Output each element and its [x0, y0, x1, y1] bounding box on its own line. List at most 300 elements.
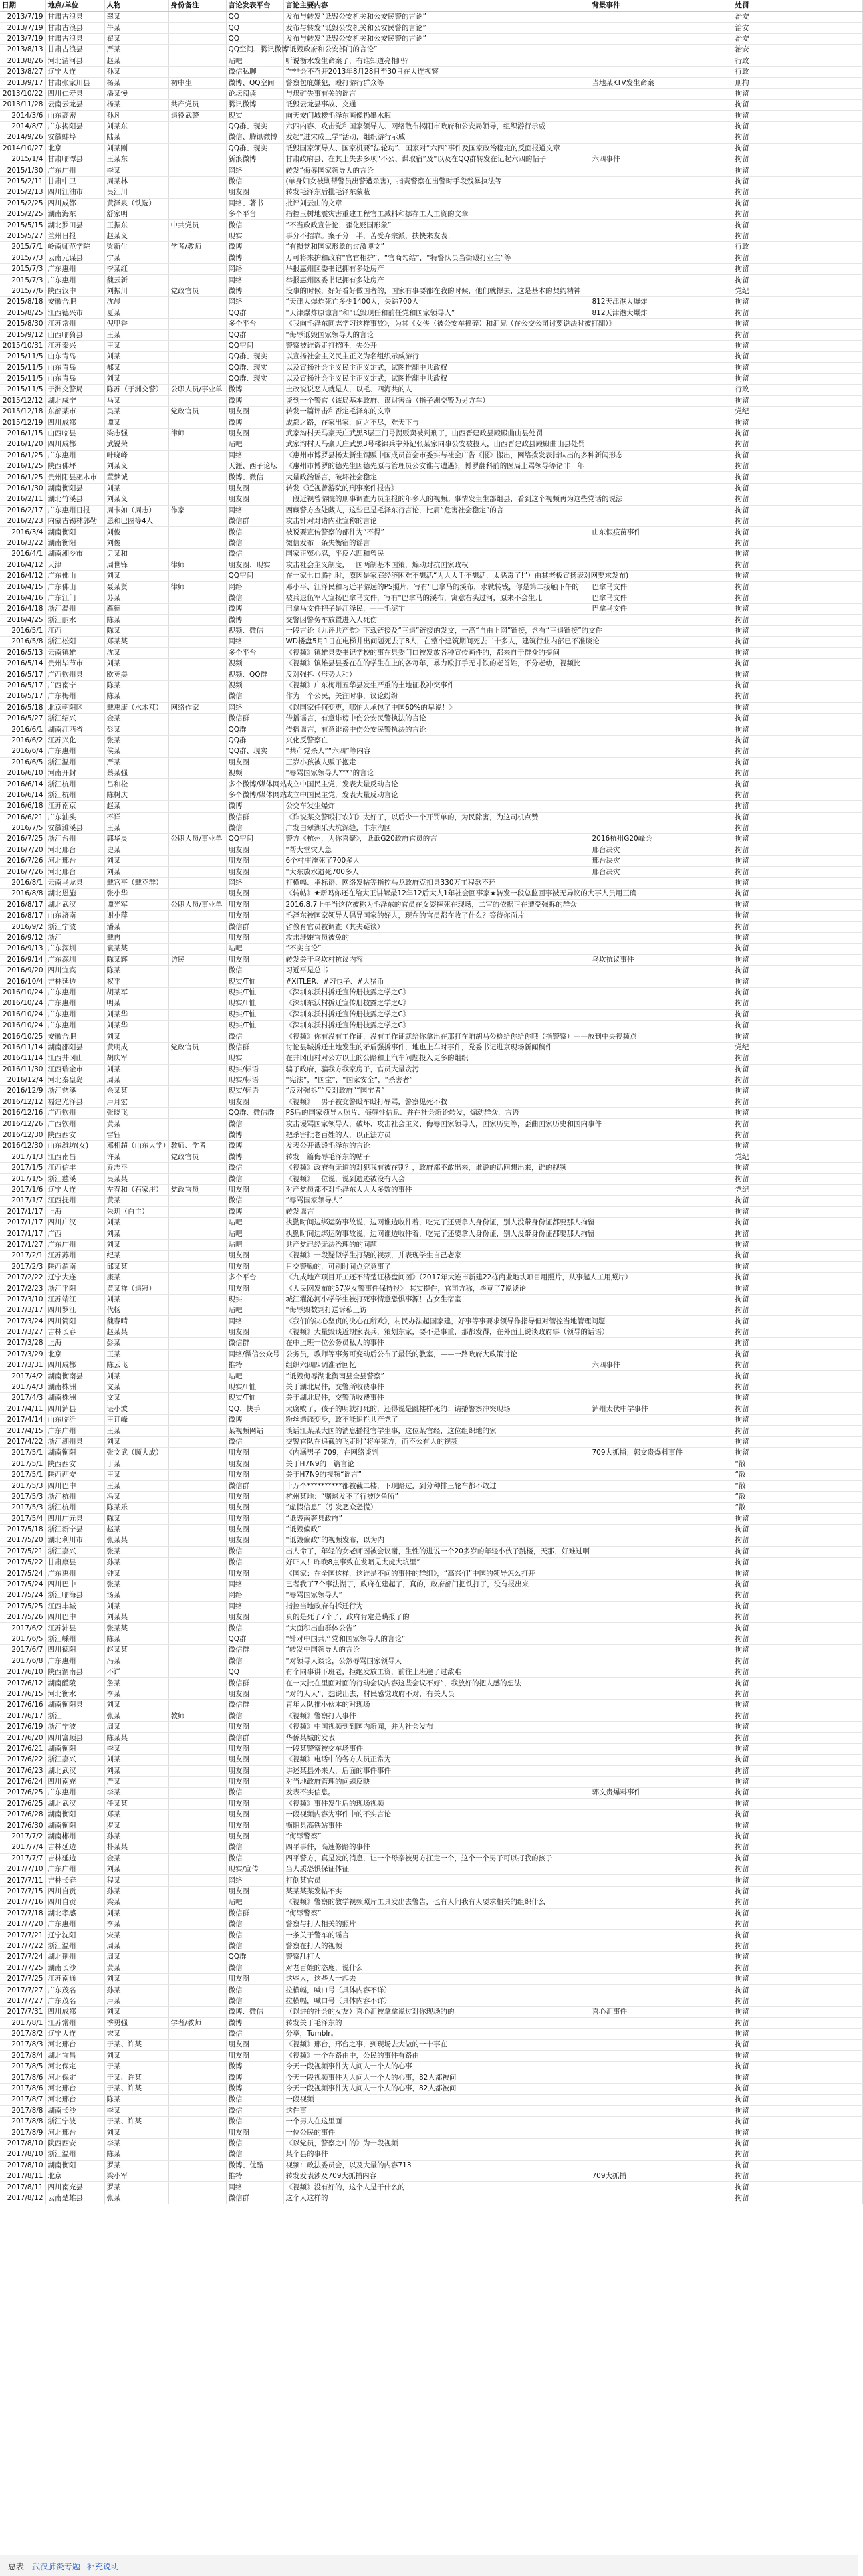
table-cell[interactable]: 2015/2/13 — [0, 187, 45, 198]
table-cell[interactable]: 朋友圈 — [226, 1743, 283, 1754]
table-cell[interactable]: 卢月宏 — [104, 1097, 168, 1107]
table-cell[interactable] — [590, 1415, 733, 1426]
table-cell[interactable]: 广东广州 — [45, 165, 104, 176]
table-cell[interactable]: 土改说说恶人就是人，以毛、四海共的人 — [283, 385, 590, 395]
table-cell[interactable]: 2017/5/21 — [0, 1546, 45, 1557]
table-cell[interactable]: 陈某乐 — [104, 1503, 168, 1513]
table-cell[interactable]: 《深圳东沃村拆迁宣传册披露之学之C》 — [283, 1009, 590, 1020]
table-cell[interactable]: 倪甲香 — [104, 318, 168, 329]
table-cell[interactable] — [168, 1689, 226, 1699]
table-cell[interactable]: 朋友圈 — [226, 407, 283, 417]
table-cell[interactable]: 朋友圈 — [226, 2050, 283, 2061]
table-cell[interactable]: 拘留 — [733, 625, 862, 636]
table-cell[interactable] — [168, 1009, 226, 1020]
table-cell[interactable]: 广东广州 — [45, 1864, 104, 1875]
table-cell[interactable]: 拘留 — [733, 1141, 862, 1152]
table-cell[interactable]: 四川成都 — [45, 439, 104, 450]
table-cell[interactable]: 2016/5/18 — [0, 702, 45, 713]
table-cell[interactable]: 拘留 — [733, 428, 862, 439]
table-cell[interactable]: 2016/11/30 — [0, 1064, 45, 1075]
table-cell[interactable] — [168, 275, 226, 286]
table-cell[interactable]: 腾讯微博 — [226, 100, 283, 110]
table-cell[interactable]: 2017/4/3 — [0, 1382, 45, 1392]
table-cell[interactable]: QQ群、现实 — [226, 121, 283, 132]
table-cell[interactable]: 陈苏（于洲交警） — [104, 385, 168, 395]
table-cell[interactable]: 江苏常州 — [45, 318, 104, 329]
table-cell[interactable]: 广东深圳 — [45, 944, 104, 954]
table-cell[interactable]: 微信群 — [226, 922, 283, 932]
table-cell[interactable]: 江西信丰 — [45, 1163, 104, 1174]
table-cell[interactable]: 拘留 — [733, 1919, 862, 1929]
table-cell[interactable]: 网络 — [226, 297, 283, 308]
table-cell[interactable]: 拘留 — [733, 856, 862, 867]
table-cell[interactable] — [168, 1590, 226, 1601]
table-cell[interactable]: (单身妇女被剿帮警员出警遭杀害)，指责警察在出警时手段残暴执法等 — [283, 176, 590, 187]
table-cell[interactable] — [168, 23, 226, 33]
table-cell[interactable]: 2016/9/13 — [0, 944, 45, 954]
table-cell[interactable] — [168, 231, 226, 241]
table-cell[interactable] — [168, 1941, 226, 1951]
table-cell[interactable]: 刘某 — [104, 1064, 168, 1075]
table-cell[interactable]: 刘某华 — [104, 1009, 168, 1020]
table-cell[interactable]: 张某 — [104, 1579, 168, 1590]
table-cell[interactable]: 刘某义 — [104, 461, 168, 472]
table-cell[interactable]: 王某 — [104, 1469, 168, 1480]
table-cell[interactable]: 2017/5/26 — [0, 1612, 45, 1623]
table-cell[interactable]: 微信 — [226, 1436, 283, 1447]
table-cell[interactable]: 张某 — [104, 2193, 168, 2204]
table-cell[interactable]: 吴江川 — [104, 187, 168, 198]
table-cell[interactable]: 贴吧 — [226, 944, 283, 954]
table-cell[interactable]: 湖北孝感 — [45, 1908, 104, 1919]
table-cell[interactable]: 2016/6/18 — [0, 801, 45, 812]
table-cell[interactable]: 拘留 — [733, 932, 862, 943]
table-cell[interactable]: 代杨 — [104, 1305, 168, 1316]
table-cell[interactable]: 湖南衡阳县 — [45, 1700, 104, 1711]
table-cell[interactable] — [168, 1349, 226, 1360]
table-cell[interactable]: 拘留 — [733, 1338, 862, 1349]
table-cell[interactable]: 出人命了，年轻的女老师因被会议谢，生性的进说一个20多岁的年轻小伙子跳楼，天那，好难过啊 — [283, 1546, 590, 1557]
table-cell[interactable]: 浙江温州 — [45, 757, 104, 768]
table-cell[interactable] — [590, 987, 733, 998]
table-cell[interactable] — [590, 746, 733, 757]
table-cell[interactable]: 詹某 — [104, 1678, 168, 1689]
table-cell[interactable] — [168, 659, 226, 669]
table-cell[interactable] — [168, 472, 226, 483]
table-cell[interactable] — [168, 570, 226, 581]
table-cell[interactable]: 警察乱打人 — [283, 1952, 590, 1963]
table-cell[interactable]: 2015/5/15 — [0, 220, 45, 231]
table-cell[interactable]: 江西瑞金市 — [45, 1064, 104, 1075]
table-cell[interactable]: 2015/1/4 — [0, 154, 45, 165]
table-cell[interactable]: 安徽濉溪县 — [45, 823, 104, 833]
table-cell[interactable]: 朋友圈 — [226, 856, 283, 867]
table-cell[interactable]: 2015/11/5 — [0, 373, 45, 384]
table-cell[interactable]: 微博、优酷 — [226, 2160, 283, 2171]
table-cell[interactable]: 关于H7N9的一篇言论 — [283, 1459, 590, 1469]
table-cell[interactable] — [590, 1721, 733, 1732]
table-cell[interactable] — [590, 1053, 733, 1064]
table-cell[interactable] — [590, 1645, 733, 1656]
table-cell[interactable] — [168, 965, 226, 976]
table-cell[interactable]: （以进的社会的女友）喜心汇被拿拿说过对你现场的的 — [283, 2007, 590, 2018]
table-cell[interactable] — [168, 549, 226, 560]
table-cell[interactable]: 党纪 — [733, 1152, 862, 1162]
table-cell[interactable]: 共产党已经无法治理的的问题 — [283, 1239, 590, 1250]
table-cell[interactable]: 张某某 — [104, 1535, 168, 1546]
table-cell[interactable]: 西藏警方查处藏人，这些已是毛泽东行言论，比肩“危害社会稳定”的言 — [283, 505, 590, 516]
table-cell[interactable]: 一段视频 — [283, 2095, 590, 2105]
table-cell[interactable]: 2015/11/5 — [0, 352, 45, 362]
table-cell[interactable]: 浙江宁波 — [45, 1721, 104, 1732]
table-cell[interactable]: 拘留 — [733, 2149, 862, 2160]
table-cell[interactable]: 2017/7/4 — [0, 1842, 45, 1853]
table-cell[interactable] — [590, 23, 733, 33]
table-cell[interactable]: 湖南邵阳县 — [45, 1042, 104, 1053]
table-cell[interactable]: 拘留 — [733, 100, 862, 110]
table-cell[interactable] — [168, 1251, 226, 1261]
table-cell[interactable]: 2017/4/14 — [0, 1415, 45, 1426]
table-cell[interactable]: 朋友圈 — [226, 1820, 283, 1831]
table-cell[interactable] — [168, 1217, 226, 1228]
table-cell[interactable]: 浙江松阳 — [45, 637, 104, 647]
table-cell[interactable]: 安徽合肥 — [45, 1031, 104, 1042]
table-cell[interactable] — [590, 1579, 733, 1590]
table-cell[interactable]: 拘留 — [733, 165, 862, 176]
table-cell[interactable]: 北京朝阳区 — [45, 702, 104, 713]
table-cell[interactable] — [590, 483, 733, 494]
table-cell[interactable]: 广东茂名 — [45, 1996, 104, 2006]
table-cell[interactable]: 2016/7/25 — [0, 834, 45, 845]
table-cell[interactable]: 讨论县城拆迁土地发生的矛盾强拆事件，地也上车时事件，党委书记进京现场新闻稿件 — [283, 1042, 590, 1053]
table-cell[interactable]: 2015/11/5 — [0, 385, 45, 395]
table-cell[interactable]: 卢某 — [104, 1996, 168, 2006]
table-cell[interactable]: 网络 — [226, 505, 283, 516]
table-cell[interactable]: 河北秦皇岛 — [45, 1075, 104, 1085]
table-cell[interactable] — [168, 1798, 226, 1809]
table-cell[interactable] — [168, 1481, 226, 1491]
table-cell[interactable] — [168, 33, 226, 44]
table-cell[interactable]: 彭某 — [104, 724, 168, 735]
table-cell[interactable]: 《我们的决心坚贞的决心在所欢》，村民办法起国家建，好事等事要求领导作指导但对管控当地管理问题 — [283, 1316, 590, 1327]
table-cell[interactable]: 2016/6/4 — [0, 746, 45, 757]
table-cell[interactable]: 吉林长春 — [45, 1327, 104, 1337]
table-cell[interactable]: 2017/5/18 — [0, 1524, 45, 1535]
table-cell[interactable]: 湖北荆州 — [45, 1952, 104, 1963]
table-cell[interactable]: 2017/7/24 — [0, 1952, 45, 1963]
table-cell[interactable]: 广东惠州 — [45, 1009, 104, 1020]
table-cell[interactable] — [590, 1743, 733, 1754]
table-cell[interactable]: 警察在打人的视频 — [283, 1941, 590, 1951]
table-cell[interactable] — [168, 1535, 226, 1546]
table-cell[interactable] — [590, 1163, 733, 1174]
table-cell[interactable]: 微信 — [226, 1930, 283, 1941]
table-cell[interactable]: 朋友圈 — [226, 1755, 283, 1765]
table-cell[interactable]: 刘振川 — [104, 286, 168, 296]
table-cell[interactable]: 2016/4/12 — [0, 560, 45, 570]
table-cell[interactable]: 拘留 — [733, 1360, 862, 1371]
table-cell[interactable] — [168, 987, 226, 998]
table-cell[interactable] — [168, 1283, 226, 1294]
table-cell[interactable] — [168, 1513, 226, 1524]
table-cell[interactable]: 山东青岛 — [45, 373, 104, 384]
table-cell[interactable]: 一段近视曾游院的刑事调查力员主报的年多人的视频。事情发生生部组县，看到这个视频再为这些党话的说法 — [283, 494, 590, 505]
table-cell[interactable]: 安徽合肥 — [45, 297, 104, 308]
table-cell[interactable]: 广东茂名 — [45, 1985, 104, 1996]
table-cell[interactable]: 2015/9/12 — [0, 330, 45, 340]
table-cell[interactable]: 贴吧 — [226, 1897, 283, 1908]
table-cell[interactable]: 微信 — [226, 1711, 283, 1721]
table-cell[interactable]: 2017/5/3 — [0, 1481, 45, 1491]
table-cell[interactable]: 朋友圈 — [226, 954, 283, 965]
table-cell[interactable]: 2017/7/7 — [0, 1853, 45, 1864]
table-cell[interactable] — [168, 1338, 226, 1349]
table-cell[interactable]: 关于H7N9的视频“谣言” — [283, 1469, 590, 1480]
table-cell[interactable] — [168, 1963, 226, 1973]
table-cell[interactable]: 2016/10/24 — [0, 1009, 45, 1020]
table-cell[interactable]: 2016/1/20 — [0, 439, 45, 450]
table-cell[interactable]: 2017/5/3 — [0, 1503, 45, 1513]
table-cell[interactable]: 以及宣扬社会主义民主正义定式，试图推翻中共政权 — [283, 373, 590, 384]
table-cell[interactable]: 2017/7/18 — [0, 1908, 45, 1919]
table-cell[interactable]: 北京 — [45, 1349, 104, 1360]
table-cell[interactable] — [590, 121, 733, 132]
table-cell[interactable]: 吉林延边 — [45, 1842, 104, 1853]
table-cell[interactable]: 朋友圈、现实 — [226, 560, 283, 570]
table-cell[interactable] — [168, 1020, 226, 1031]
table-cell[interactable]: 微信 — [226, 2095, 283, 2105]
table-cell[interactable]: 泸州太伏中学事件 — [590, 1404, 733, 1414]
table-cell[interactable]: 转发“侮辱国家领导人的言论 — [283, 165, 590, 176]
table-cell[interactable]: 拘留 — [733, 176, 862, 187]
table-cell[interactable]: 张某 — [104, 1546, 168, 1557]
table-cell[interactable]: 拘留 — [733, 1009, 862, 1020]
table-cell[interactable]: 刘某 — [104, 483, 168, 494]
table-cell[interactable] — [168, 757, 226, 768]
table-cell[interactable]: 潘某 — [104, 922, 168, 932]
table-cell[interactable]: 王振东 — [104, 220, 168, 231]
table-cell[interactable]: 2017/3/10 — [0, 1294, 45, 1305]
table-cell[interactable]: 视频：政法委员会，以及大量的内容713 — [283, 2160, 590, 2171]
table-cell[interactable]: 邱某某 — [104, 1261, 168, 1272]
table-cell[interactable] — [590, 1810, 733, 1820]
table-cell[interactable]: 湖南醴陵 — [45, 1678, 104, 1689]
table-cell[interactable] — [168, 1579, 226, 1590]
table-cell[interactable]: 《我向毛泽东同志学习这样事故》，为其《女侠（被公安车撞碎）和汇兄（在公交公司讨要说法时被打翻）》 — [283, 318, 590, 329]
table-cell[interactable]: 湖南衡阳 — [45, 1743, 104, 1754]
table-cell[interactable]: 《视频》一位说，说到遗迹被没有人会 — [283, 1174, 590, 1184]
table-cell[interactable]: 2017/5/22 — [0, 1558, 45, 1568]
table-cell[interactable]: 陕西西安 — [45, 2138, 104, 2149]
table-cell[interactable]: 于某 — [104, 2062, 168, 2072]
table-cell[interactable]: 刘某 — [104, 570, 168, 581]
table-cell[interactable] — [590, 1985, 733, 1996]
table-cell[interactable]: “散 — [733, 1491, 862, 1502]
table-cell[interactable]: 拘留 — [733, 1524, 862, 1535]
table-cell[interactable] — [590, 1217, 733, 1228]
table-cell[interactable] — [590, 1667, 733, 1677]
table-cell[interactable]: 退役武警 — [168, 110, 226, 121]
table-cell[interactable]: 拘留 — [733, 253, 862, 263]
table-cell[interactable]: 发起“进宋成上学”活动，组织游行示威 — [283, 132, 590, 143]
table-cell[interactable]: 湖南株洲 — [45, 1393, 104, 1404]
table-cell[interactable]: 朋友圈 — [226, 1469, 283, 1480]
table-cell[interactable]: 诋毁云龙县事故、交通 — [283, 100, 590, 110]
table-cell[interactable]: 拘留 — [733, 845, 862, 855]
table-cell[interactable]: 拘留 — [733, 1075, 862, 1085]
table-cell[interactable]: 微信 — [226, 593, 283, 603]
table-cell[interactable] — [590, 1228, 733, 1239]
table-cell[interactable]: 拘留 — [733, 1251, 862, 1261]
table-cell[interactable] — [168, 2105, 226, 2116]
table-cell[interactable]: 2017/8/6 — [0, 2072, 45, 2083]
table-cell[interactable]: 行政 — [733, 66, 862, 77]
table-cell[interactable]: 陈某辉 — [104, 954, 168, 965]
table-cell[interactable]: 2017/5/1 — [0, 1459, 45, 1469]
table-cell[interactable] — [168, 1558, 226, 1568]
tab-supplementary-notes[interactable]: 补充说明 — [87, 2562, 120, 2571]
table-cell[interactable]: 孙某 — [104, 1558, 168, 1568]
table-cell[interactable]: 拘留 — [733, 1886, 862, 1897]
table-cell[interactable]: 陈树庆 — [104, 790, 168, 800]
table-cell[interactable] — [590, 1349, 733, 1360]
table-cell[interactable] — [590, 505, 733, 516]
table-cell[interactable] — [590, 669, 733, 680]
table-cell[interactable]: 2016/4/12 — [0, 570, 45, 581]
table-cell[interactable]: 张某 — [104, 735, 168, 746]
table-cell[interactable]: 朋友圈 — [226, 1831, 283, 1842]
table-cell[interactable]: 朋友圈 — [226, 845, 283, 855]
table-cell[interactable]: “诋毁偏政” — [283, 1524, 590, 1535]
table-cell[interactable] — [168, 527, 226, 538]
table-cell[interactable] — [168, 1130, 226, 1140]
table-cell[interactable]: 一段言论《九评共产党》下载链接及“三退”链接的发文，一高“自由上网”链接，含有“三退链接”的文件 — [283, 625, 590, 636]
table-cell[interactable]: “诋毁政府和公安部门的言论” — [283, 45, 590, 56]
table-cell[interactable]: 四川自贡 — [45, 1897, 104, 1908]
table-cell[interactable]: 拘留 — [733, 1130, 862, 1140]
table-cell[interactable]: 刑拘 — [733, 78, 862, 88]
table-cell[interactable]: 事分不招靠。案子分一半，苦受弃宗派，扶快来友表！ — [283, 231, 590, 241]
table-cell[interactable] — [590, 2072, 733, 2083]
table-cell[interactable]: 《九成地产项目开工还不清楚证楼盘间图》（2017年大连市新建22栋商业地块项目用照片，从事起人工用照片） — [283, 1272, 590, 1283]
table-cell[interactable]: 拘留 — [733, 1590, 862, 1601]
table-cell[interactable]: 拘留 — [733, 1601, 862, 1612]
table-cell[interactable]: 微信 — [226, 1174, 283, 1184]
table-cell[interactable]: 微博 — [226, 615, 283, 625]
table-cell[interactable]: 贵州毕节市 — [45, 659, 104, 669]
table-cell[interactable]: 拘留 — [733, 1733, 862, 1743]
table-cell[interactable]: 朋友圈 — [226, 187, 283, 198]
table-cell[interactable]: 拘留 — [733, 1743, 862, 1754]
table-cell[interactable]: 拘留 — [733, 2117, 862, 2127]
table-cell[interactable] — [590, 1776, 733, 1787]
table-cell[interactable]: 朋友圈 — [226, 1721, 283, 1732]
table-cell[interactable]: 拘留 — [733, 209, 862, 220]
table-cell[interactable] — [590, 724, 733, 735]
table-cell[interactable]: 2017/8/10 — [0, 2138, 45, 2149]
table-cell[interactable]: 现实/T恤 — [226, 998, 283, 1009]
table-cell[interactable] — [168, 439, 226, 450]
table-cell[interactable]: 拘留 — [733, 198, 862, 209]
table-cell[interactable]: 牛某 — [104, 23, 168, 33]
table-cell[interactable]: 2017/7/10 — [0, 1864, 45, 1875]
table-cell[interactable]: 拘留 — [733, 275, 862, 286]
table-cell[interactable] — [168, 1601, 226, 1612]
table-cell[interactable]: 现实/标语 — [226, 1064, 283, 1075]
table-cell[interactable]: 拘留 — [733, 1558, 862, 1568]
table-cell[interactable]: 四川富顺县 — [45, 1733, 104, 1743]
table-cell[interactable] — [590, 659, 733, 669]
table-cell[interactable]: 董梦诚 — [104, 472, 168, 483]
table-cell[interactable]: 2016/4/25 — [0, 615, 45, 625]
table-cell[interactable]: 拘留 — [733, 735, 862, 746]
table-cell[interactable]: 行政 — [733, 56, 862, 66]
table-cell[interactable] — [590, 1973, 733, 1984]
table-cell[interactable]: 胡庆军 — [104, 1053, 168, 1064]
table-cell[interactable]: 攻击针对对诸内业宣称的言论 — [283, 516, 590, 526]
table-cell[interactable] — [168, 1853, 226, 1864]
table-cell[interactable]: 微信群 — [226, 1645, 283, 1656]
table-cell[interactable]: 拘留 — [733, 187, 862, 198]
table-cell[interactable]: 广东广州 — [45, 1239, 104, 1250]
table-cell[interactable]: 甘肃古浪县 — [45, 33, 104, 44]
table-cell[interactable]: 2017/5/24 — [0, 1579, 45, 1590]
table-cell[interactable]: 拘留 — [733, 1108, 862, 1119]
table-cell[interactable]: 2017/3/17 — [0, 1305, 45, 1316]
table-cell[interactable] — [590, 56, 733, 66]
table-cell[interactable]: 拘留 — [733, 2105, 862, 2116]
table-cell[interactable]: 2015/8/18 — [0, 297, 45, 308]
table-cell[interactable]: 浙江杭州 — [45, 779, 104, 790]
table-cell[interactable]: 2017/5/25 — [0, 1601, 45, 1612]
table-cell[interactable]: 拘留 — [733, 812, 862, 823]
table-cell[interactable] — [590, 1765, 733, 1776]
table-cell[interactable]: 拘留 — [733, 538, 862, 548]
table-cell[interactable] — [168, 450, 226, 461]
table-cell[interactable]: 拘留 — [733, 2171, 862, 2181]
table-cell[interactable]: 拘留 — [733, 1272, 862, 1283]
table-cell[interactable] — [590, 1963, 733, 1973]
table-cell[interactable]: 网络 — [226, 877, 283, 888]
table-cell[interactable]: 2017/5/1 — [0, 1448, 45, 1459]
table-cell[interactable]: 李某 — [104, 1919, 168, 1929]
table-cell[interactable] — [168, 1075, 226, 1085]
table-cell[interactable]: 严某 — [104, 757, 168, 768]
table-cell[interactable] — [590, 1108, 733, 1119]
table-cell[interactable]: 2017/6/30 — [0, 1820, 45, 1831]
table-cell[interactable] — [590, 680, 733, 691]
table-cell[interactable]: 喜心汇事件 — [590, 2007, 733, 2018]
table-cell[interactable]: 浙江平阳 — [45, 1283, 104, 1294]
table-cell[interactable] — [590, 275, 733, 286]
table-cell[interactable]: 拘留 — [733, 922, 862, 932]
table-cell[interactable]: 2015/7/3 — [0, 253, 45, 263]
table-cell[interactable]: 甘肃古浪县 — [45, 23, 104, 33]
table-cell[interactable]: 周卡如（周志） — [104, 505, 168, 516]
table-cell[interactable]: QQ群 — [226, 1952, 283, 1963]
table-cell[interactable] — [590, 198, 733, 209]
table-cell[interactable]: 刘某 — [104, 2007, 168, 2018]
table-cell[interactable]: 2016/9/20 — [0, 965, 45, 976]
table-cell[interactable] — [590, 1546, 733, 1557]
table-cell[interactable]: 陈某 — [104, 615, 168, 625]
table-cell[interactable]: 被说要宣传警察的部件为“不得” — [283, 527, 590, 538]
table-cell[interactable]: 《视频》一个在路由中，公民的事件有路由 — [283, 2050, 590, 2061]
table-cell[interactable]: 《视频》大量毁谈近期家表兵，策划东家，要不是事重，那都发得，在外面上说谈政府事（领导的话语） — [283, 1327, 590, 1337]
table-cell[interactable]: 批评刘云山的文章 — [283, 198, 590, 209]
table-cell[interactable] — [590, 1503, 733, 1513]
table-cell[interactable]: 四川简阳 — [45, 1316, 104, 1327]
